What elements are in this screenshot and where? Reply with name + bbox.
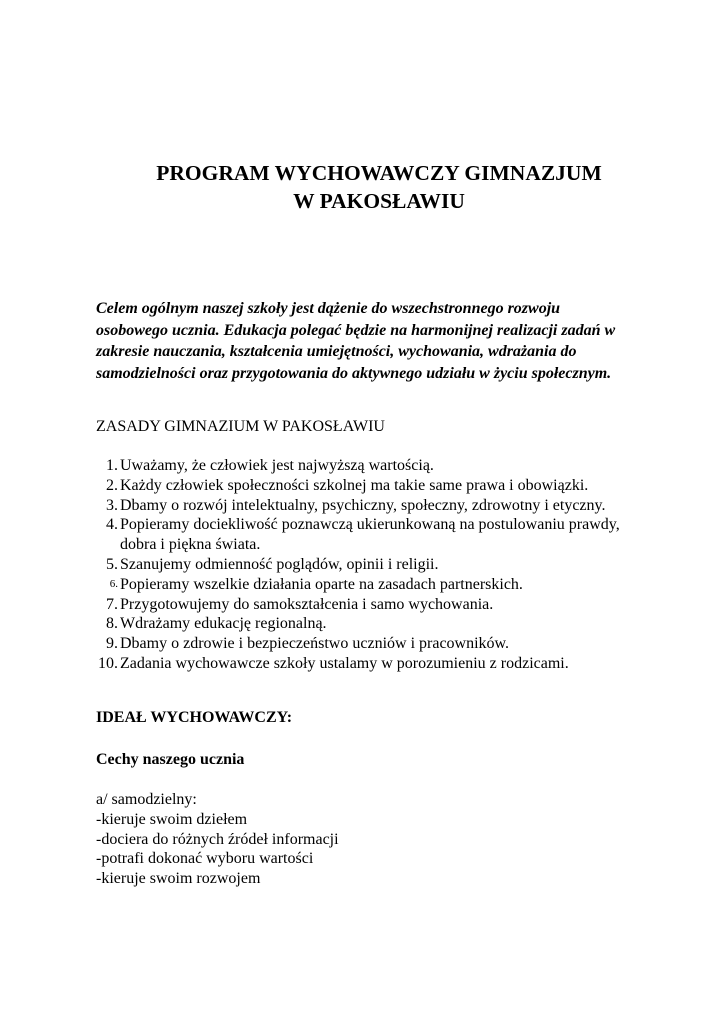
title-line-2: W PAKOSŁAWIU <box>293 189 465 213</box>
intro-line: zakresie nauczania, kształcenia umiejętności, wychowania, wdrażania do <box>96 343 577 360</box>
rule-item <box>96 476 696 496</box>
intro-line: Celem ogólnym naszej szkoły jest dążenie do wszechstronnego rozwoju <box>96 300 561 317</box>
rule-number: 4. <box>106 516 118 534</box>
rule-text-continuation: dobra i piękna świata. <box>120 536 261 554</box>
rule-item <box>96 634 696 654</box>
rule-number: 6. <box>109 577 118 590</box>
rule-text: Każdy człowiek społeczności szkolnej ma takie same prawa i obowiązki. <box>120 476 589 494</box>
rule-number: 3. <box>106 496 118 514</box>
rule-number: 1. <box>106 457 118 474</box>
rule-item <box>96 515 696 555</box>
trait-item: -dociera do różnych źródeł informacji <box>96 830 339 848</box>
traits-list <box>96 790 339 889</box>
rule-item <box>96 555 696 575</box>
rules-list <box>96 456 696 674</box>
rule-item <box>96 614 696 634</box>
trait-item: -kieruje swoim dziełem <box>96 810 248 828</box>
rule-number: 7. <box>106 595 118 613</box>
rule-item <box>96 496 696 516</box>
intro-paragraph <box>96 298 676 384</box>
rule-text: Uważamy, że człowiek jest najwyższą wartością. <box>120 457 434 474</box>
rule-text: Szanujemy odmienność poglądów, opinii i religii. <box>120 555 439 573</box>
intro-line: osobowego ucznia. Edukacja polegać będzie na harmonijnej realizacji zadań w <box>96 321 616 339</box>
trait-item: -potrafi dokonać wyboru wartości <box>96 850 314 868</box>
rule-text: Dbamy o zdrowie i bezpieczeństwo uczniów i pracowników. <box>120 635 510 653</box>
trait-item: -kieruje swoim rozwojem <box>96 870 261 888</box>
rule-number: 2. <box>106 476 118 494</box>
ideal-heading: IDEAŁ WYCHOWAWCZY: <box>96 709 293 726</box>
rule-text: Przygotowujemy do samokształcenia i samo wychowania. <box>120 595 494 613</box>
rule-text: Wdrażamy edukację regionalną. <box>120 615 327 633</box>
rule-item <box>96 456 696 476</box>
intro-line: samodzielności oraz przygotowania do aktywnego udziału w życiu społecznym. <box>96 364 612 382</box>
document-title <box>0 159 724 215</box>
rule-number: 10. <box>98 654 118 672</box>
rules-heading: ZASADY GIMNAZIUM W PAKOSŁAWIU <box>96 418 385 435</box>
rule-text: Popieramy wszelkie działania oparte na zasadach partnerskich. <box>120 575 523 593</box>
rule-text: Dbamy o rozwój intelektualny, psychiczny, społeczny, zdrowotny i etyczny. <box>120 496 606 514</box>
traits-group-label: a/ samodzielny: <box>96 791 197 808</box>
rule-text: Zadania wychowawcze szkoły ustalamy w porozumieniu z rodzicami. <box>120 654 569 672</box>
traits-heading: Cechy naszego ucznia <box>96 751 245 768</box>
rule-item <box>96 595 696 615</box>
rule-item <box>96 575 696 595</box>
rule-number: 9. <box>106 635 118 653</box>
rule-text: Popieramy dociekliwość poznawczą ukierunkowaną na postulowaniu prawdy, <box>120 516 620 534</box>
rule-item <box>96 654 696 674</box>
title-line-1: PROGRAM WYCHOWAWCZY GIMNAZJUM <box>156 161 602 185</box>
rule-number: 5. <box>106 555 118 573</box>
rule-number: 8. <box>106 615 118 633</box>
